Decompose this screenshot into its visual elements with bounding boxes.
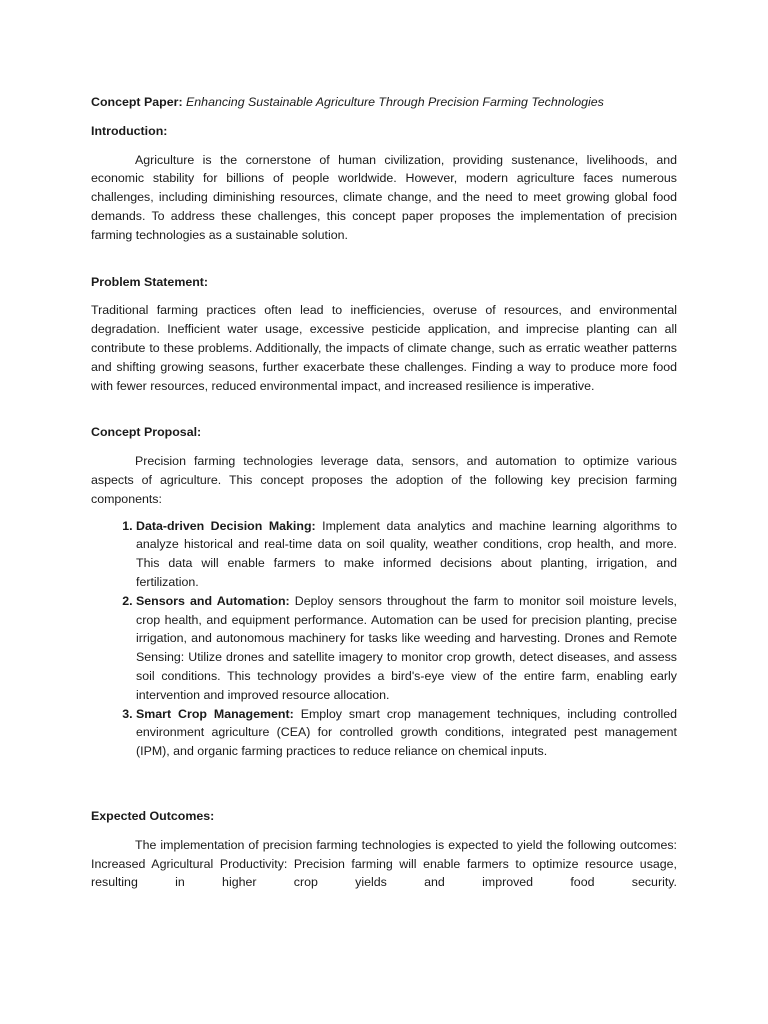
problem-heading: Problem Statement: <box>91 274 209 289</box>
list-item-title: Data-driven Decision Making: <box>136 518 316 533</box>
components-list <box>91 517 677 761</box>
list-item-text: Deploy sensors throughout the farm to monitor soil moisture levels, crop health, and equipment performance. Automation can be used for precision planting, precise irrigation, and autonomous machinery for tasks like weeding and harvesting. Drones and Remote Sensing: Utilize drones and satellite imagery to monitor crop growth, detect diseases, and assess soil conditions. This technology provides a bird's-eye view of the entire farm, enabling early intervention and improved resource allocation. <box>136 593 677 702</box>
list-item-title: Sensors and Automation: <box>136 593 290 608</box>
list-item-text: Implement data analytics and machine learning algorithms to analyze historical and real-time data on soil quality, weather conditions, crop health, and more. This data will enable farmers to make informed decisions about planting, irrigation, and fertilization. <box>136 518 677 589</box>
list-item-title: Smart Crop Management: <box>136 706 294 721</box>
proposal-paragraph: Precision farming technologies leverage data, sensors, and automation to optimize various aspects of agriculture. This concept proposes the adoption of the following key precision farming components: <box>91 454 677 506</box>
list-item-text: Employ smart crop management techniques, including controlled environment agriculture (CEA) for controlled growth conditions, integrated pest management (IPM), and organic farming practices to reduce reliance on chemical inputs. <box>136 706 677 759</box>
list-item <box>136 592 677 705</box>
proposal-heading: Concept Proposal: <box>91 425 202 440</box>
title-text: Enhancing Sustainable Agriculture Through Precision Farming Technologies <box>186 95 604 109</box>
document-page <box>91 93 677 892</box>
list-item <box>136 517 677 592</box>
problem-paragraph: Traditional farming practices often lead to inefficiencies, overuse of resources, and environmental degradation. Inefficient water usage, excessive pesticide application, and imprecise planting can all contribute to these problems. Additionally, the impacts of climate change, such as erratic weather patterns and shifting growing seasons, further exacerbate these challenges. Finding a way to produce more food with fewer resources, reduced environmental impact, and increased resilience is imperative. <box>91 303 677 393</box>
title-label: Concept Paper: <box>91 95 183 109</box>
introduction-heading: Introduction: <box>91 123 168 138</box>
document-title <box>91 93 677 112</box>
list-item <box>136 705 677 761</box>
outcomes-heading: Expected Outcomes: <box>91 808 215 823</box>
introduction-paragraph: Agriculture is the cornerstone of human civilization, providing sustenance, livelihoods, and economic stability for billions of people worldwide. However, modern agriculture faces numerous challenges, including diminishing resources, climate change, and the need to meet growing global food demands. To address these challenges, this concept paper proposes the implementation of precision farming technologies as a sustainable solution. <box>91 152 677 242</box>
outcomes-paragraph: The implementation of precision farming technologies is expected to yield the following outcomes: Increased Agricultural Productivity: Precision farming will enable farmers to optimize resource usage, resulting in higher crop yields and improved food security. <box>91 837 677 890</box>
